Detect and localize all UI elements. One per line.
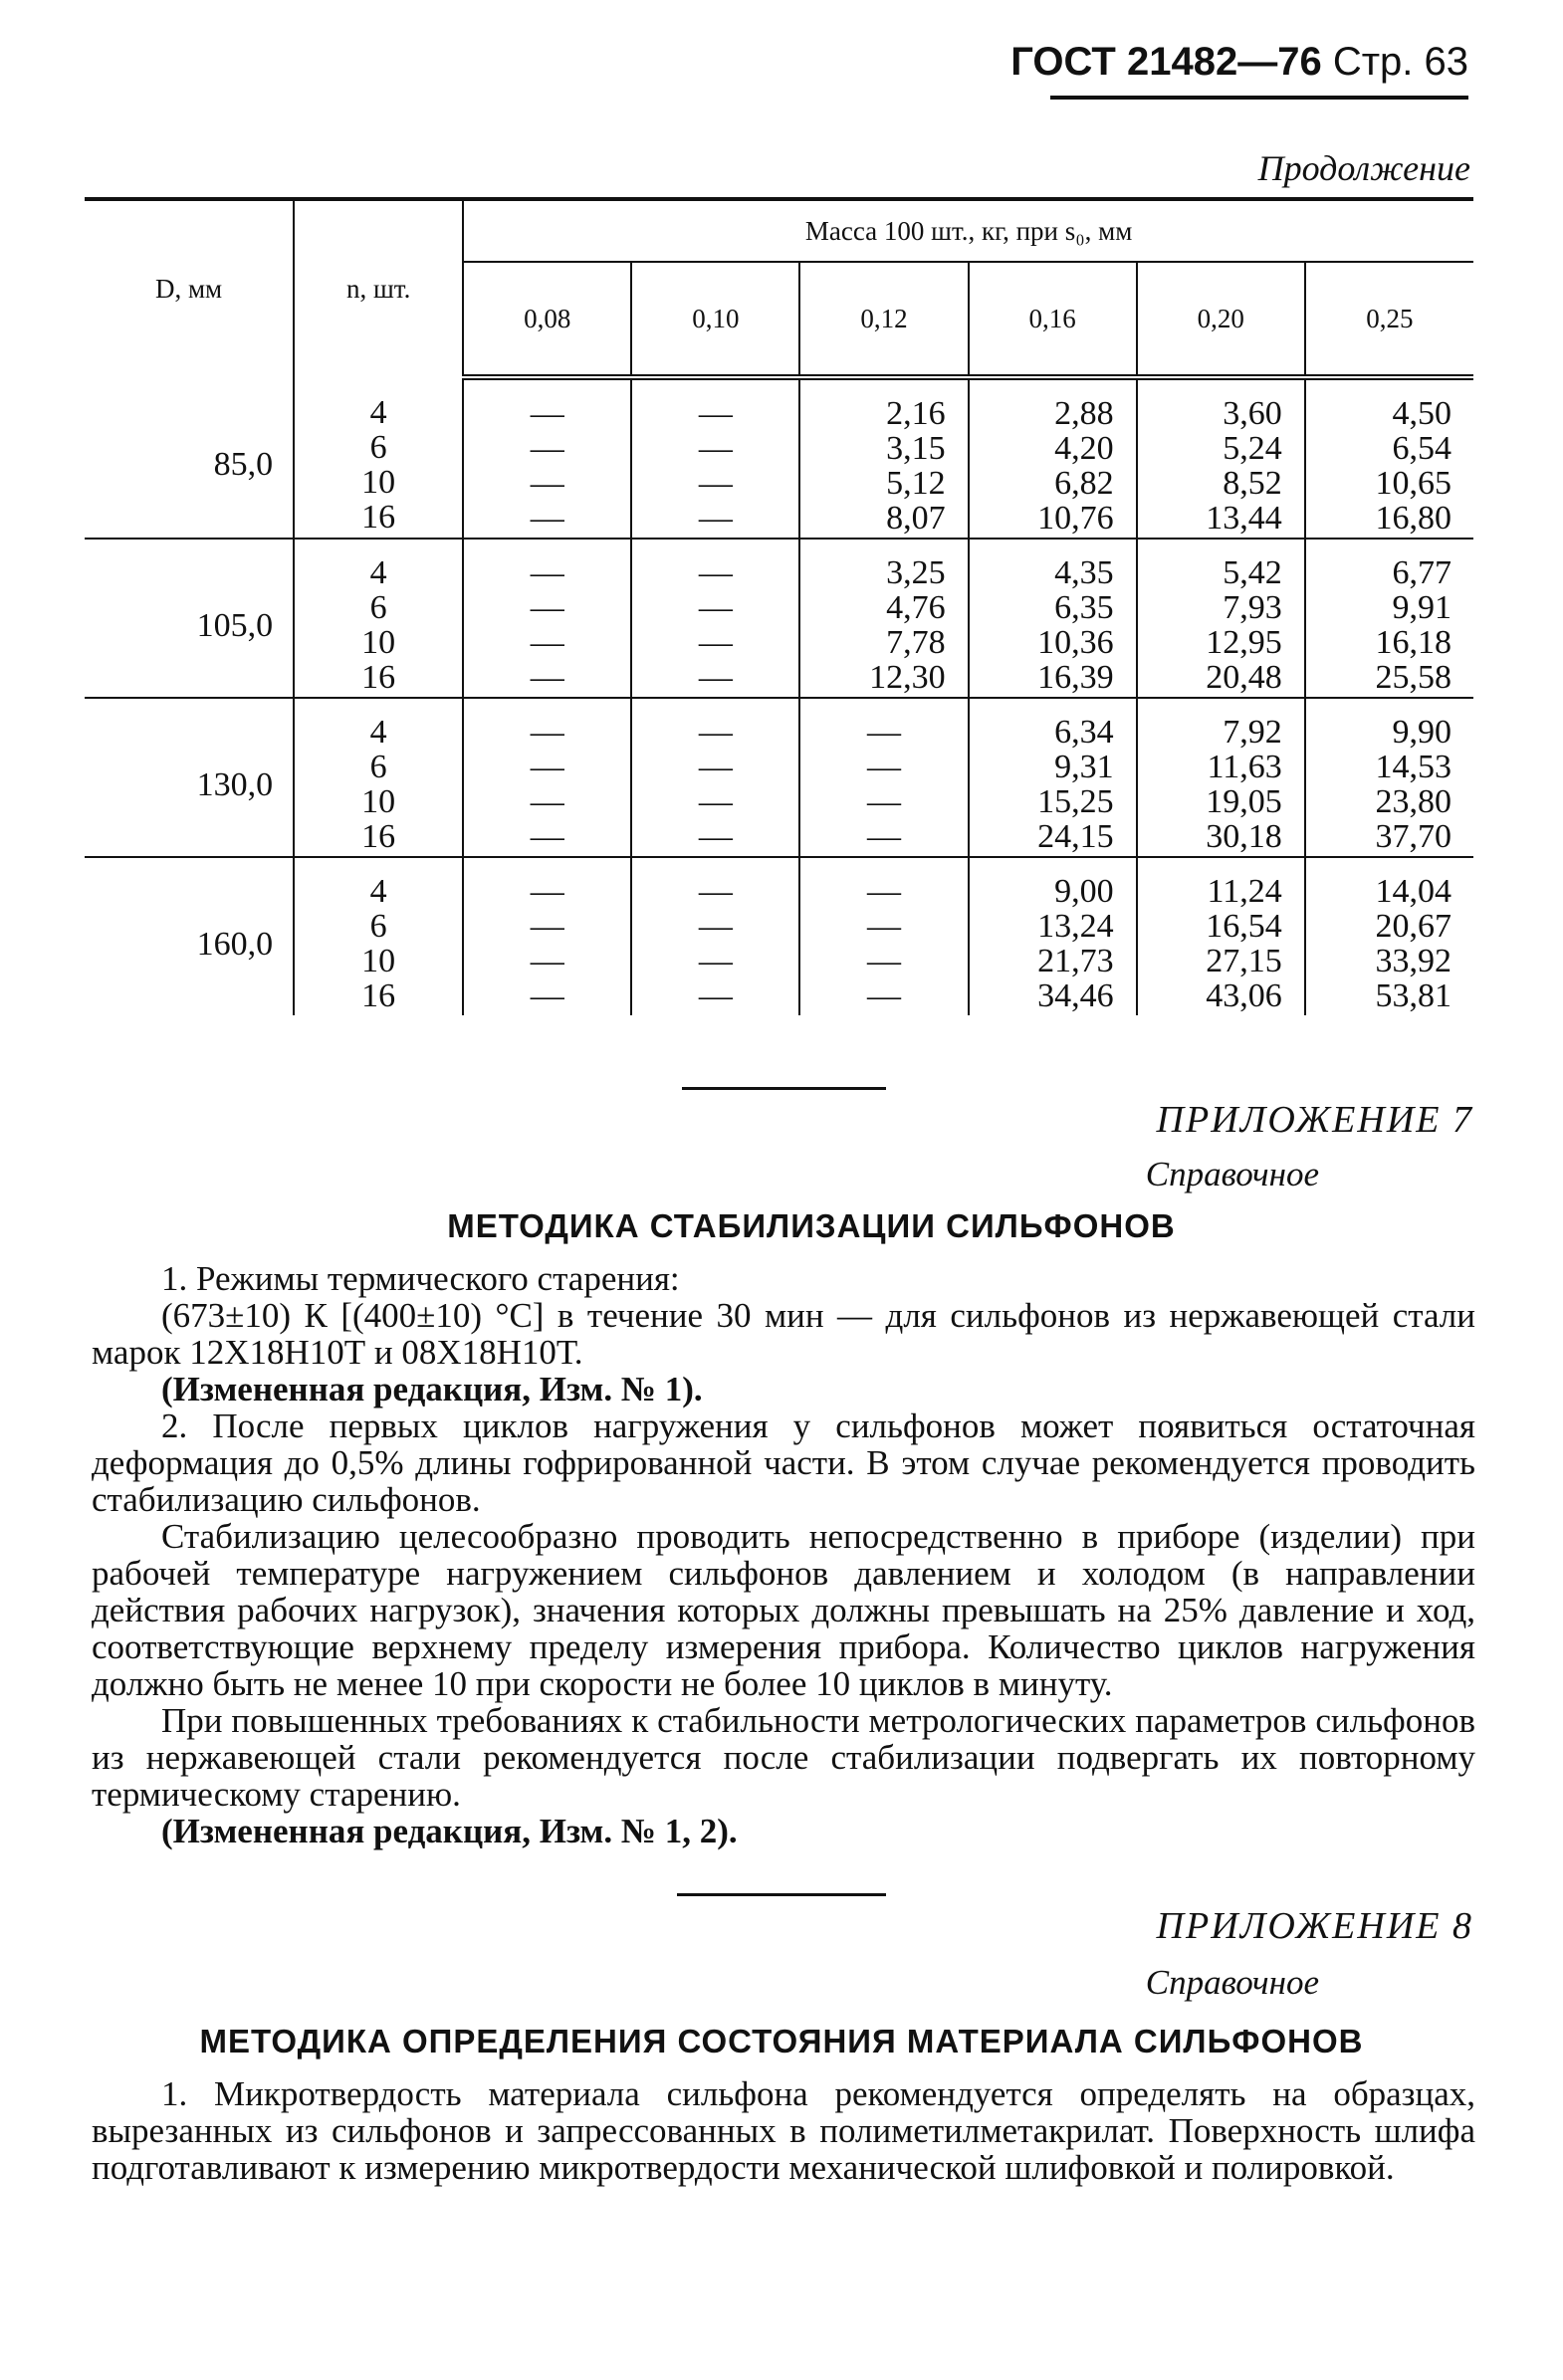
mass-value: 8,52 — [1223, 465, 1282, 502]
mass-value: — — [698, 873, 733, 910]
mass-value: 20,48 — [1206, 659, 1282, 696]
paragraph: 1. Режимы термического старения: — [161, 1259, 680, 1298]
mass-value: 6,82 — [1054, 465, 1114, 502]
mass-value: — — [698, 554, 733, 591]
mass-cell — [799, 857, 968, 1015]
count-value: 6 — [369, 749, 387, 785]
mass-value: 7,93 — [1223, 589, 1282, 626]
appendix-8-label: ПРИЛОЖЕНИЕ 8 — [1156, 1905, 1473, 1947]
mass-value: 6,54 — [1392, 430, 1451, 467]
mass-cell — [463, 377, 631, 539]
separator — [682, 1087, 886, 1090]
appendix-8-text — [92, 2075, 1475, 2186]
mass-value: — — [530, 589, 564, 626]
count-value: 16 — [361, 818, 396, 855]
mass-cell — [1137, 539, 1305, 698]
mass-value: — — [867, 714, 901, 751]
paragraph: При повышенных требованиях к стабильности метрологических параметров сильфонов из нержавеющей стали рекомендуется после стабилизации подвергать их повторному термическому старению. — [92, 1701, 1475, 1814]
mass-value: — — [530, 749, 564, 785]
mass-value: — — [530, 659, 564, 696]
mass-value: — — [698, 977, 733, 1014]
mass-value: — — [698, 395, 733, 432]
diameter-cell: 160,0 — [196, 925, 274, 963]
col-header-d: D, мм — [85, 199, 294, 377]
mass-value: — — [698, 659, 733, 696]
mass-value: 34,46 — [1037, 977, 1114, 1014]
mass-value: 19,05 — [1206, 783, 1282, 820]
separator — [677, 1893, 886, 1896]
mass-cell — [463, 698, 631, 857]
col-header-mass: Масса 100 шт., кг, при s₀, мм — [463, 199, 1473, 262]
paragraph: (Измененная редакция, Изм. № 1, 2). — [161, 1812, 738, 1850]
mass-value: 3,15 — [886, 430, 946, 467]
count-value: 6 — [369, 589, 387, 626]
col-header-n: n, шт. — [294, 199, 463, 377]
mass-value: 23,80 — [1375, 783, 1451, 820]
mass-value: — — [698, 714, 733, 751]
appendix-8-ref: Справочное — [1145, 1963, 1319, 2002]
count-value: 6 — [369, 908, 387, 945]
mass-cell — [631, 698, 799, 857]
col-header-s: 0,20 — [1137, 262, 1305, 377]
mass-value: — — [867, 749, 901, 785]
paragraph: (Измененная редакция, Изм. № 1). — [161, 1370, 703, 1408]
gost-number: ГОСТ 21482—76 — [1010, 40, 1322, 84]
mass-value: 3,60 — [1223, 395, 1282, 432]
mass-value: 5,24 — [1223, 430, 1282, 467]
table-body — [85, 377, 1473, 1015]
mass-value: — — [867, 908, 901, 945]
mass-cell — [631, 539, 799, 698]
appendix-8-title: МЕТОДИКА ОПРЕДЕЛЕНИЯ СОСТОЯНИЯ МАТЕРИАЛА СИЛЬФОНОВ — [199, 2023, 1364, 2059]
mass-cell — [969, 698, 1137, 857]
continuation-label: Продолжение — [1257, 148, 1470, 188]
mass-value: 9,00 — [1054, 873, 1114, 910]
mass-cell — [1137, 857, 1305, 1015]
count-value: 10 — [361, 943, 396, 979]
mass-cell — [1137, 377, 1305, 539]
mass-value: 16,39 — [1037, 659, 1114, 696]
mass-value: — — [530, 430, 564, 467]
mass-value: — — [698, 465, 733, 502]
count-value: 10 — [361, 783, 396, 820]
mass-value: 27,15 — [1206, 943, 1282, 979]
count-cell — [294, 539, 463, 698]
mass-value: — — [698, 500, 733, 537]
mass-value: — — [530, 977, 564, 1014]
mass-value: 21,73 — [1037, 943, 1114, 979]
table-row — [85, 857, 1473, 1015]
mass-cell — [631, 377, 799, 539]
mass-value: 13,44 — [1206, 500, 1282, 537]
mass-cell — [1137, 698, 1305, 857]
diameter-cell: 85,0 — [85, 377, 294, 539]
mass-value: — — [698, 624, 733, 661]
mass-value: — — [698, 589, 733, 626]
mass-value: — — [698, 908, 733, 945]
col-header-s: 0,12 — [799, 262, 968, 377]
mass-value: 9,90 — [1392, 714, 1451, 751]
mass-value: — — [867, 818, 901, 855]
mass-value: 6,35 — [1054, 589, 1114, 626]
mass-cell — [463, 539, 631, 698]
paragraph: 2. После первых циклов нагружения у сильфонов может появиться остаточная деформация до 0,5% длины гофрированной части. В этом случае рекомендуется проводить стабилизацию сильфонов. — [92, 1406, 1475, 1519]
mass-cell — [799, 539, 968, 698]
mass-value: — — [530, 818, 564, 855]
diameter-cell: 105,0 — [85, 539, 294, 698]
mass-value: 24,15 — [1037, 818, 1114, 855]
mass-value: — — [530, 395, 564, 432]
table-row — [85, 698, 1473, 857]
appendix-7-title: МЕТОДИКА СТАБИЛИЗАЦИИ СИЛЬФОНОВ — [447, 1207, 1176, 1244]
mass-value: — — [698, 943, 733, 979]
count-value: 16 — [361, 498, 396, 536]
mass-cell — [463, 857, 631, 1015]
mass-value: 25,58 — [1375, 659, 1451, 696]
mass-value: 37,70 — [1375, 818, 1451, 855]
mass-value: 11,24 — [1207, 873, 1282, 910]
col-header-s: 0,16 — [969, 262, 1137, 377]
col-header-s: 0,10 — [631, 262, 799, 377]
mass-value: 2,88 — [1054, 395, 1114, 432]
mass-cell — [969, 377, 1137, 539]
count-value: 10 — [361, 624, 396, 661]
mass-cell — [1305, 377, 1473, 539]
table-row — [85, 539, 1473, 698]
mass-value: 4,50 — [1392, 395, 1451, 432]
appendix-7-ref: Справочное — [1145, 1155, 1319, 1193]
mass-value: 16,54 — [1206, 908, 1282, 945]
mass-value: 6,77 — [1392, 554, 1451, 591]
mass-value: — — [698, 430, 733, 467]
mass-cell — [799, 377, 968, 539]
mass-value: 10,65 — [1375, 465, 1451, 502]
mass-value: 6,34 — [1054, 714, 1114, 751]
mass-value: — — [530, 943, 564, 979]
page-number: Стр. 63 — [1332, 40, 1468, 84]
mass-value: 2,16 — [886, 395, 946, 432]
mass-cell — [1305, 698, 1473, 857]
header-rule — [1050, 96, 1468, 100]
mass-value: 12,95 — [1206, 624, 1282, 661]
diameter-cell: 130,0 — [85, 698, 294, 857]
mass-value: — — [698, 749, 733, 785]
mass-value: 10,36 — [1037, 624, 1114, 661]
mass-value: — — [698, 818, 733, 855]
mass-value: 13,24 — [1037, 908, 1114, 945]
table-row — [85, 377, 1473, 539]
count-value: 4 — [369, 714, 387, 751]
count-value: 16 — [361, 659, 396, 696]
mass-value: 5,12 — [886, 465, 946, 502]
mass-value: 9,91 — [1392, 589, 1451, 626]
mass-value: — — [698, 783, 733, 820]
mass-value: 5,42 — [1223, 554, 1282, 591]
paragraph: Стабилизацию целесообразно проводить непосредственно в приборе (изделии) при рабочей температуре нагружением сильфонов давлением и холодом (в направлении действия рабочих нагрузок), значения которых должны превышать на 25% давление и ход, соответствующие верхнему пределу измерения прибора. Количество циклов нагружения должно быть не менее 10 при скорости не более 10 циклов в минуту. — [92, 1517, 1475, 1703]
mass-value: 7,92 — [1223, 714, 1282, 751]
count-value: 6 — [369, 428, 387, 466]
mass-value: 30,18 — [1206, 818, 1282, 855]
col-header-s: 0,08 — [463, 262, 631, 377]
appendix-7-text — [92, 1260, 1475, 1849]
count-value: 4 — [369, 554, 387, 591]
mass-cell — [1305, 857, 1473, 1015]
count-cell — [294, 698, 463, 857]
mass-value: — — [530, 783, 564, 820]
mass-value: — — [530, 908, 564, 945]
paragraph: 1. Микротвердость материала сильфона рекомендуется определять на образцах, вырезанных из сильфонов и запрессованных в полиметилметакрилат. Поверхность шлифа подготавливают к измерению микротвердости механической шлифовкой и полировкой. — [92, 2074, 1475, 2187]
mass-value: 4,76 — [886, 589, 946, 626]
count-cell — [294, 377, 463, 539]
mass-value: — — [530, 714, 564, 751]
paragraph: (673±10) К [(400±10) °C] в течение 30 мин — для сильфонов из нержавеющей стали марок 12Х18Н10Т и 08Х18Н10Т. — [92, 1296, 1475, 1372]
mass-value: — — [530, 500, 564, 537]
mass-value: 10,76 — [1037, 500, 1114, 537]
col-header-s: 0,25 — [1305, 262, 1473, 377]
mass-value: 43,06 — [1206, 977, 1282, 1014]
mass-value: — — [530, 624, 564, 661]
mass-value: 4,20 — [1054, 430, 1114, 467]
count-value: 4 — [369, 393, 387, 431]
mass-cell — [799, 698, 968, 857]
mass-value: — — [867, 943, 901, 979]
mass-value: — — [867, 873, 901, 910]
mass-value: — — [530, 554, 564, 591]
mass-value: 16,18 — [1375, 624, 1451, 661]
mass-cell — [969, 857, 1137, 1015]
mass-value: — — [867, 783, 901, 820]
mass-cell — [1305, 539, 1473, 698]
page-header — [1010, 40, 1468, 93]
mass-cell — [969, 539, 1137, 698]
mass-value: 12,30 — [869, 659, 946, 696]
mass-value: 9,31 — [1054, 749, 1114, 785]
count-cell — [294, 857, 463, 1015]
appendix-7-label: ПРИЛОЖЕНИЕ 7 — [1156, 1099, 1473, 1141]
mass-table — [85, 197, 1473, 1015]
count-value: 10 — [361, 463, 396, 501]
mass-value: 53,81 — [1375, 977, 1451, 1014]
count-value: 4 — [369, 873, 387, 910]
mass-value: 3,25 — [886, 554, 946, 591]
mass-value: 33,92 — [1375, 943, 1451, 979]
mass-value: 11,63 — [1207, 749, 1282, 785]
mass-value: 14,04 — [1375, 873, 1451, 910]
mass-value: — — [867, 977, 901, 1014]
count-value: 16 — [361, 977, 396, 1014]
mass-value: 8,07 — [886, 500, 946, 537]
mass-value: 7,78 — [886, 624, 946, 661]
mass-value: — — [530, 873, 564, 910]
mass-value: 16,80 — [1375, 500, 1451, 537]
mass-value: 15,25 — [1037, 783, 1114, 820]
mass-cell — [631, 857, 799, 1015]
mass-value: — — [530, 465, 564, 502]
mass-value: 20,67 — [1375, 908, 1451, 945]
mass-value: 4,35 — [1054, 554, 1114, 591]
mass-value: 14,53 — [1375, 749, 1451, 785]
